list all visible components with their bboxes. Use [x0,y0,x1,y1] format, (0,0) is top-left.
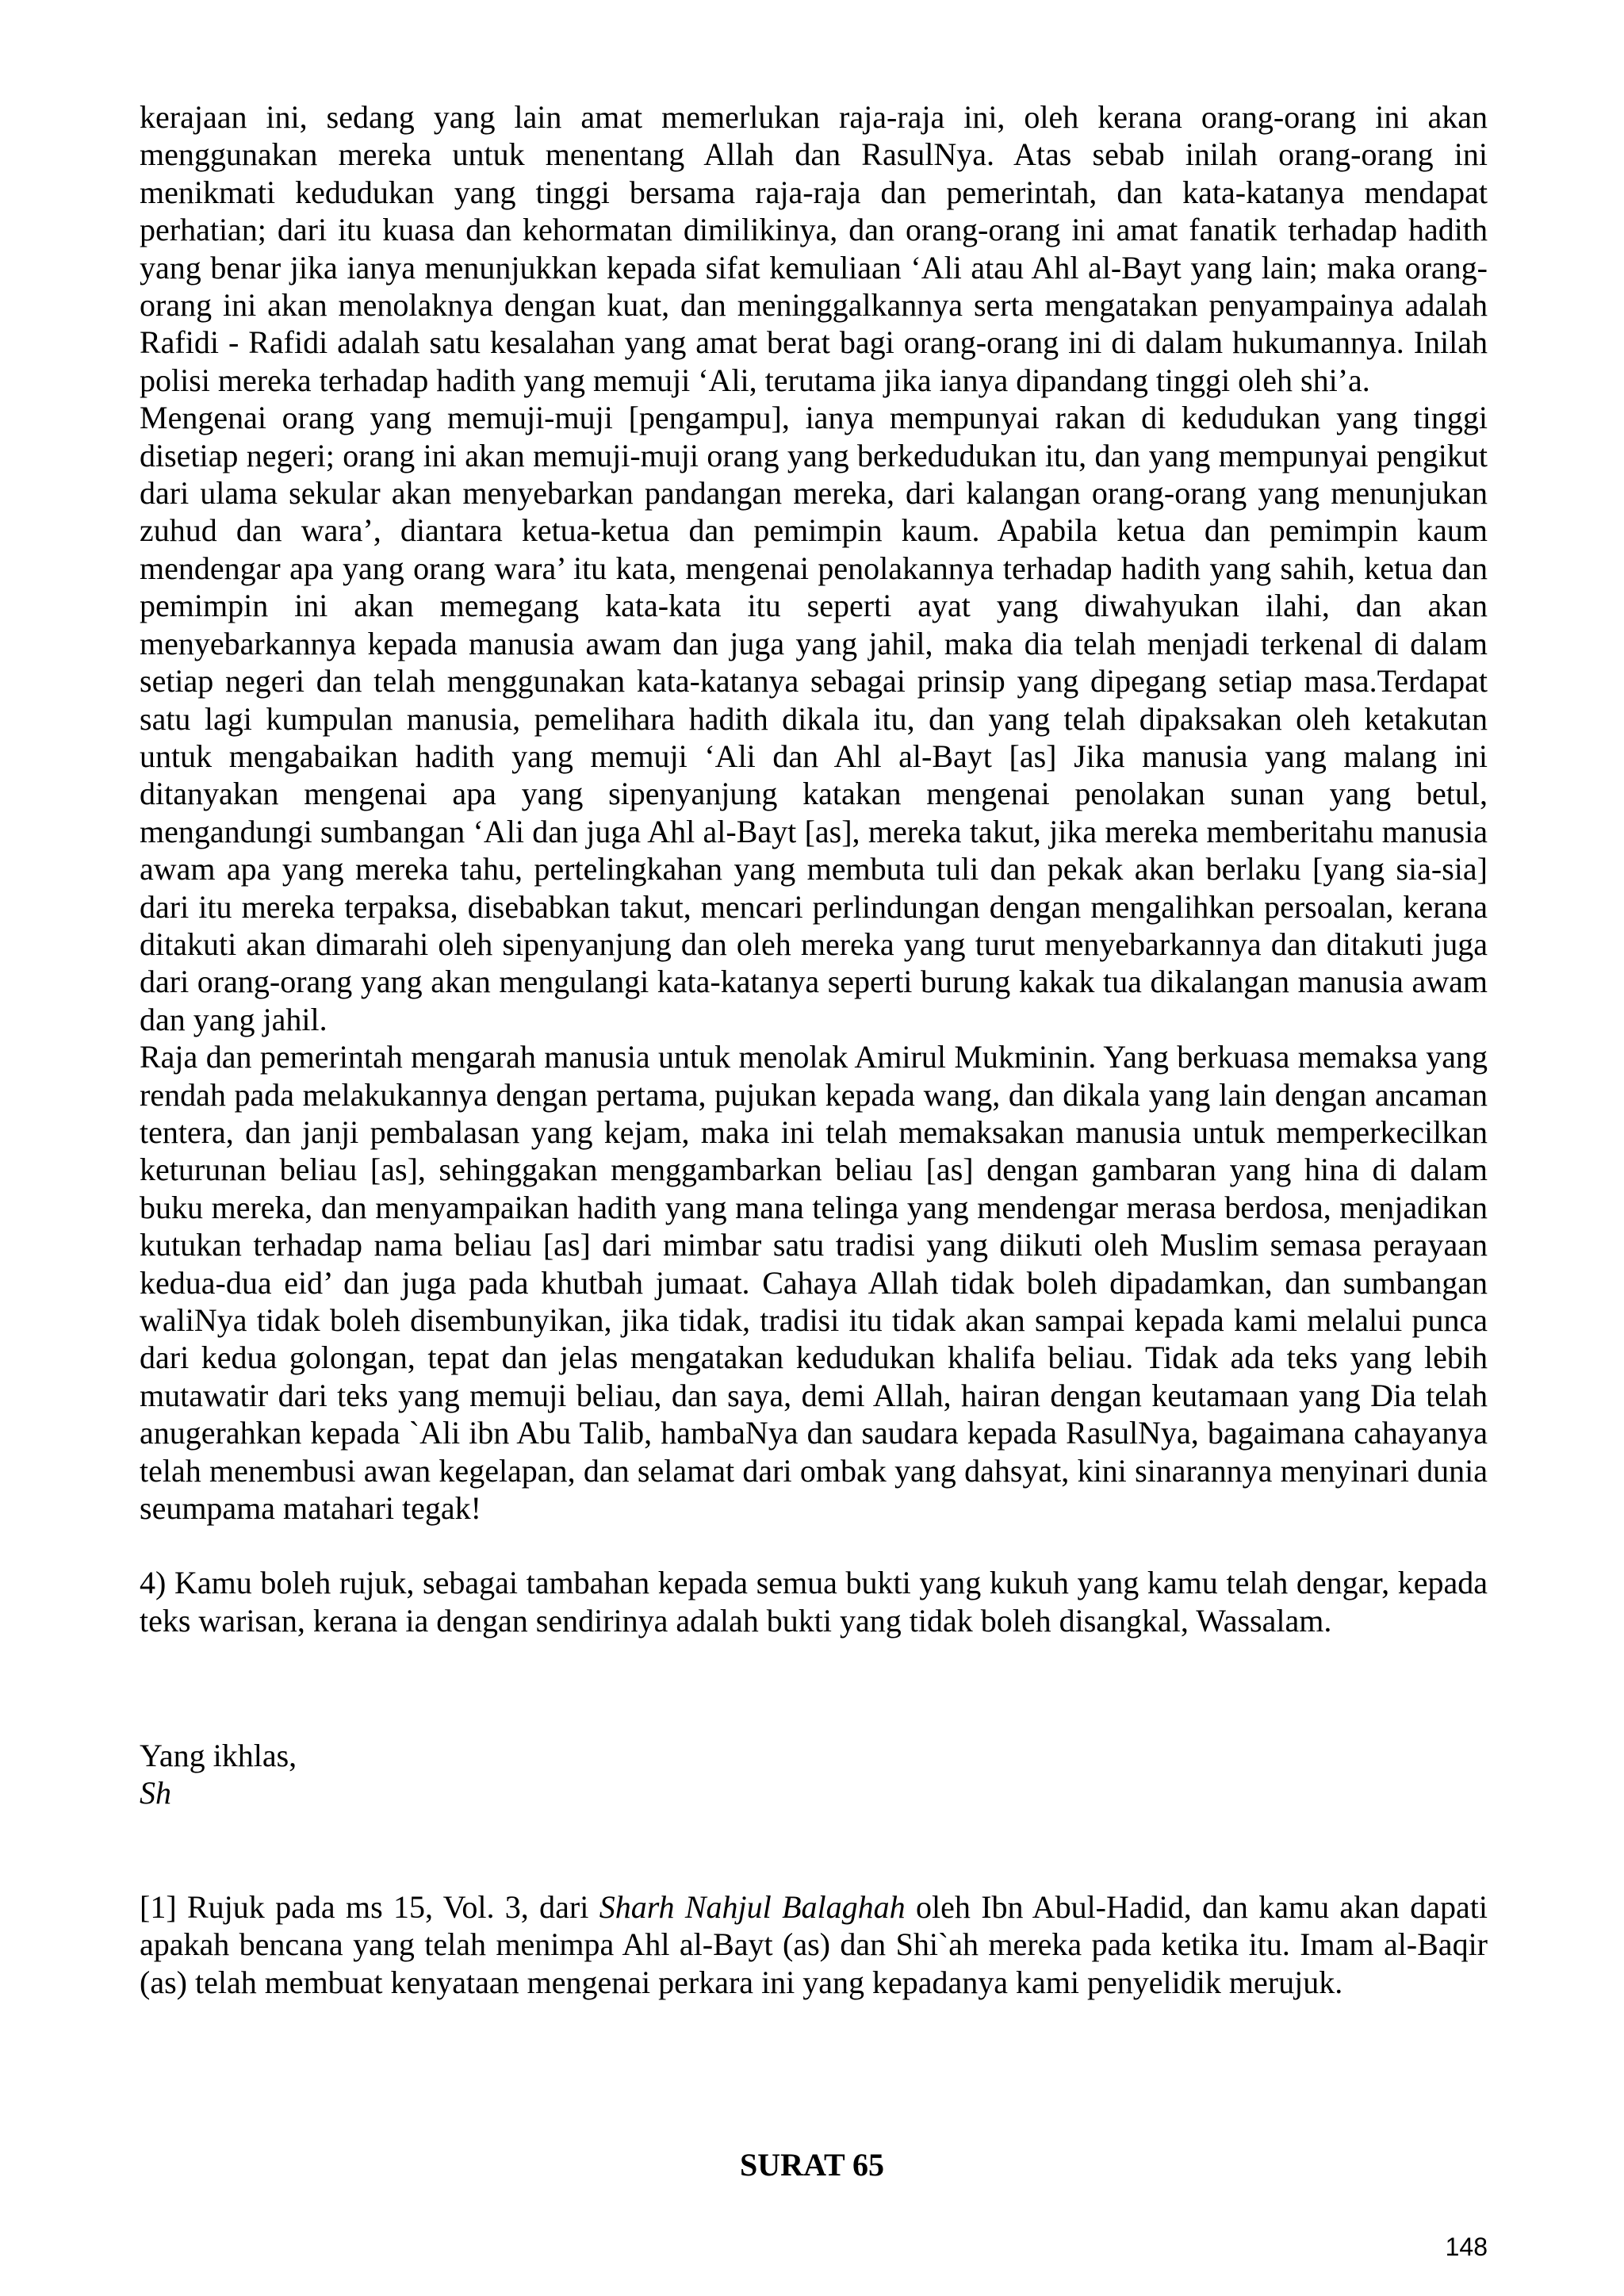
signature-initials: Sh [140,1775,171,1811]
signature-block [140,1737,297,1812]
footnote-text [140,1888,1488,2001]
body-text [140,98,1488,1639]
section-heading: SURAT 65 [740,2147,884,2183]
footnote-book-title: Sharh Nahjul Balaghah [599,1889,906,1925]
paragraph-4: 4) Kamu boleh rujuk, sebagai tambahan kepada semua bukti yang kukuh yang kamu telah dengar, kepada teks warisan, kerana ia dengan sendirinya adalah bukti yang tidak boleh disangkal, Wassalam. [140,1565,1488,1639]
closing-text: Yang ikhlas, [140,1738,297,1773]
paragraph-3: Raja dan pemerintah mengarah manusia untuk menolak Amirul Mukminin. Yang berkuasa memaksa yang rendah pada melakukannya dengan pertama, pujukan kepada wang, dan dikala yang lain dengan ancaman tentera, dan janji pembalasan yang kejam, maka ini telah memaksakan manusia untuk memperkecilkan keturunan beliau [as], sehinggakan menggambarkan beliau [as] dengan gambaran yang hina di dalam buku mereka, dan menyampaikan hadith yang mana telinga yang mendengar merasa berdosa, menjadikan kutukan terhadap nama beliau [as] dari mimbar satu tradisi yang diikuti oleh Muslim semasa perayaan kedua-dua eid’ dan juga pada khutbah jumaat. Cahaya Allah tidak boleh dipadamkan, dan sumbangan waliNya tidak boleh disembunyikan, jika tidak, tradisi itu tidak akan sampai kepada kami melalui punca dari kedua golongan, tepat dan jelas mengatakan kedudukan khalifa beliau. Tidak ada teks yang lebih mutawatir dari teks yang memuji beliau, dan saya, demi Allah, hairan dengan keutamaan yang Dia telah anugerahkan kepada `Ali ibn Abu Talib, hambaNya dan saudara kepada RasulNya, bagaimana cahayanya telah menembusi awan kegelapan, dan selamat dari ombak yang dahsyat, kini sinarannya menyinari dunia seumpama matahari tegak! [140,1039,1488,1527]
footnote-text-after: oleh Ibn Abul-Hadid, dan kamu akan dapati apakah bencana yang telah menimpa Ahl al-Bayt (as) dan Shi`ah mereka pada ketika itu. Imam al-Baqir (as) telah membuat kenyataan mengenai perkara ini yang kepadanya kami penyelidik merujuk. [140,1889,1488,2000]
paragraph-2: Mengenai orang yang memuji-muji [pengampu], ianya mempunyai rakan di kedudukan yang tinggi disetiap negeri; orang ini akan memuji-muji orang yang berkedudukan itu, dan yang mempunyai pengikut dari ulama sekular akan menyebarkan pandangan mereka, dari kalangan orang-orang yang menunjukan zuhud dan wara’, diantara ketua-ketua dan pemimpin kaum. Apabila ketua dan pemimpin kaum mendengar apa yang orang wara’ itu kata, mengenai penolakannya terhadap hadith yang sahih, ketua dan pemimpin ini akan memegang kata-kata itu seperti ayat yang diwahyukan ilahi, dan akan menyebarkannya kepada manusia awam dan juga yang jahil, maka dia telah menjadi terkenal di dalam setiap negeri dan telah menggunakan kata-katanya sebagai prinsip yang dipegang setiap masa.Terdapat satu lagi kumpulan manusia, pemelihara hadith dikala itu, dan yang telah dipaksakan oleh ketakutan untuk mengabaikan hadith yang memuji ‘Ali dan Ahl al-Bayt [as] Jika manusia yang malang ini ditanyakan mengenai apa yang sipenyanjung katakan mengenai penolakan sunan yang betul, mengandungi sumbangan ‘Ali dan juga Ahl al-Bayt [as], mereka takut, jika mereka memberitahu manusia awam apa yang mereka tahu, pertelingkahan yang membuta tuli dan pekak akan berlaku [yang sia-sia] dari itu mereka terpaksa, disebabkan takut, mencari perlindungan dengan mengalihkan persoalan, kerana ditakuti akan dimarahi oleh sipenyanjung dan oleh mereka yang turut menyebarkannya dan ditakuti juga dari orang-orang yang akan mengulangi kata-katanya seperti burung kakak tua dikalangan manusia awam dan yang jahil. [140,400,1488,1037]
paragraph-1: kerajaan ini, sedang yang lain amat memerlukan raja-raja ini, oleh kerana orang-orang ini akan menggunakan mereka untuk menentang Allah dan RasulNya. Atas sebab inilah orang-orang ini menikmati kedudukan yang tinggi bersama raja-raja dan pemerintah, dan kata-katanya mendapat perhatian; dari itu kuasa dan kehormatan dimilikinya, dan orang-orang ini amat fanatik terhadap hadith yang benar jika ianya menunjukkan kepada sifat kemuliaan ‘Ali atau Ahl al-Bayt yang lain; maka orang-orang ini akan menolaknya dengan kuat, dan meninggalkannya serta mengatakan penyampainya adalah Rafidi - Rafidi adalah satu kesalahan yang amat berat bagi orang-orang ini di dalam hukumannya. Inilah polisi mereka terhadap hadith yang memuji ‘Ali, terutama jika ianya dipandang tinggi oleh shi’a. [140,99,1488,398]
footnote [140,1888,1488,2001]
footnote-text-before: [1] Rujuk pada ms 15, Vol. 3, dari [140,1889,599,1925]
page-number: 148 [1445,2233,1488,2261]
